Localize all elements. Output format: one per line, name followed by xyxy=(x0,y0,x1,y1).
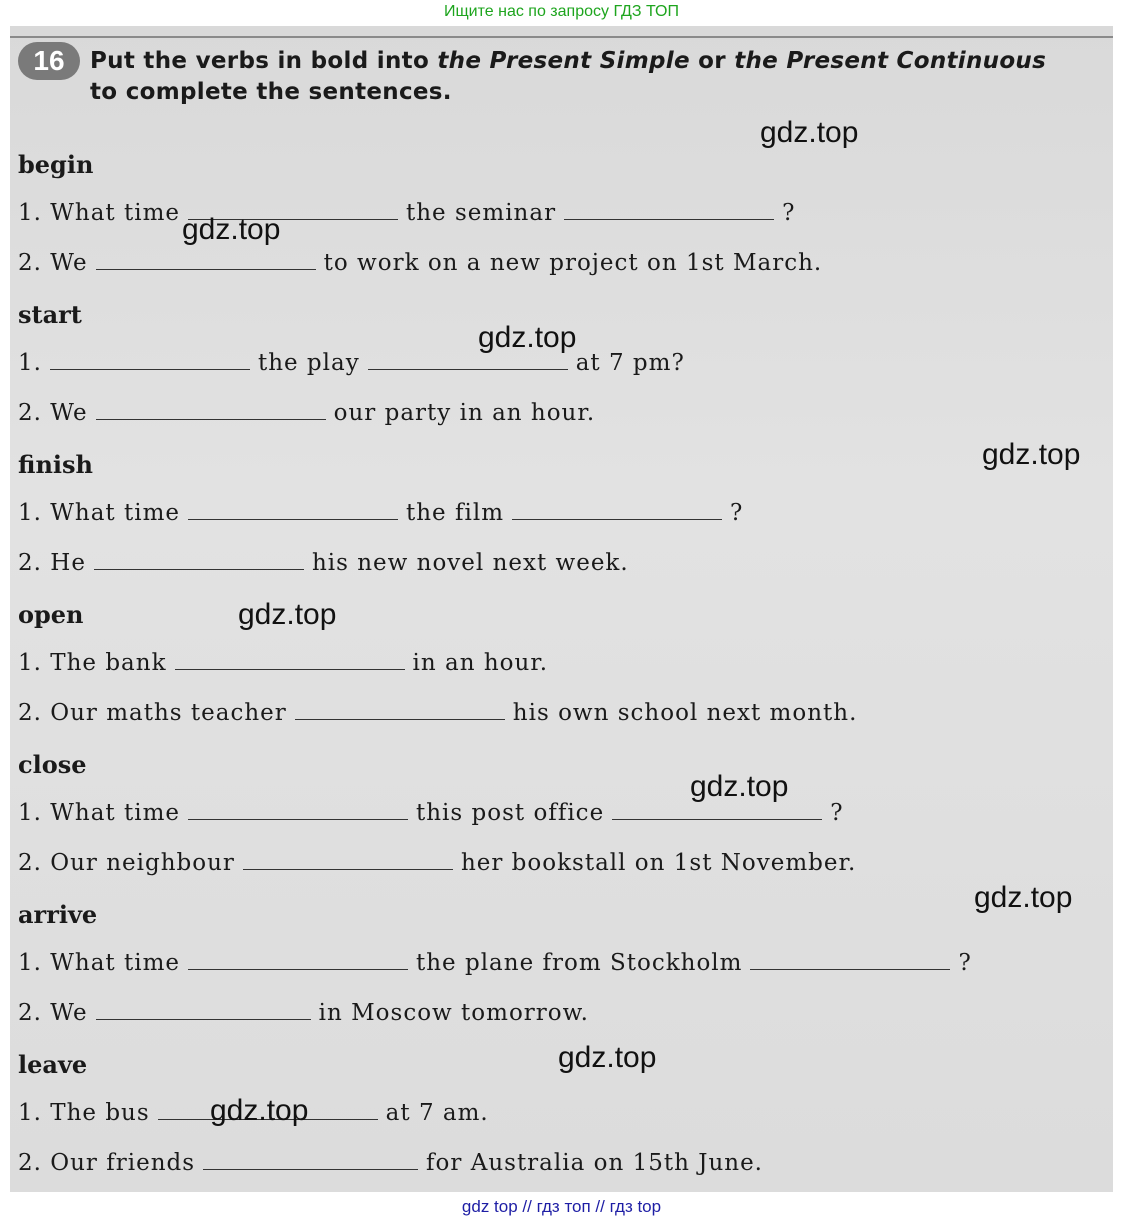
sentence-part: 2. We xyxy=(18,1000,88,1026)
sentence-part: ? xyxy=(958,950,972,976)
answer-blank[interactable] xyxy=(203,1168,418,1170)
watermark: gdz.top xyxy=(210,1094,309,1127)
sentence-part: ? xyxy=(782,200,796,226)
sentence-part: 1. The bank xyxy=(18,650,167,676)
sentence-part: the play xyxy=(257,350,360,376)
sentence-part: the plane from Stockholm xyxy=(416,950,743,976)
sentence xyxy=(18,200,795,226)
verb-heading: finish xyxy=(18,450,93,479)
answer-blank[interactable] xyxy=(96,268,316,270)
verb-heading: start xyxy=(18,300,82,329)
exercise-number-badge: 16 xyxy=(18,42,80,80)
sentence-part: our party in an hour. xyxy=(333,400,596,426)
instruction-tense-2: the Present Continuous xyxy=(734,48,1047,74)
top-rule xyxy=(10,36,1113,38)
sentence-part: 2. He xyxy=(18,550,86,576)
answer-blank[interactable] xyxy=(564,218,774,220)
answer-blank[interactable] xyxy=(96,418,326,420)
sentence-part: 2. We xyxy=(18,400,88,426)
sentence-part: his own school next month. xyxy=(512,700,858,726)
answer-blank[interactable] xyxy=(188,518,398,520)
answer-blank[interactable] xyxy=(50,368,250,370)
sentence xyxy=(18,400,595,426)
sentence xyxy=(18,1000,589,1026)
verb-heading: leave xyxy=(18,1050,88,1079)
sentence-part: 2. We xyxy=(18,250,88,276)
answer-blank[interactable] xyxy=(94,568,304,570)
sentence-part: 1. The bus xyxy=(18,1100,150,1126)
verb-heading: arrive xyxy=(18,900,98,929)
answer-blank[interactable] xyxy=(368,368,568,370)
sentence-part: ? xyxy=(830,800,844,826)
sentence-part: 2. Our friends xyxy=(18,1150,196,1176)
sentence-part: at 7 pm? xyxy=(575,350,685,376)
sentence-part: the film xyxy=(406,500,505,526)
sentence xyxy=(18,850,856,876)
instruction-tense-1: the Present Simple xyxy=(437,48,690,74)
instruction-text: or xyxy=(689,48,735,74)
verb-heading: begin xyxy=(18,150,94,179)
sentence-part: 2. Our maths teacher xyxy=(18,700,287,726)
sentence-part: to work on a new project on 1st March. xyxy=(323,250,823,276)
sentence xyxy=(18,550,629,576)
sentence-part: for Australia on 15th June. xyxy=(426,1150,763,1176)
sentence xyxy=(18,1150,763,1176)
sentence-part: at 7 am. xyxy=(385,1100,489,1126)
answer-blank[interactable] xyxy=(750,968,950,970)
sentence-part: 1. What time xyxy=(18,950,180,976)
watermark: gdz.top xyxy=(690,770,789,803)
watermark: gdz.top xyxy=(478,321,577,354)
watermark: gdz.top xyxy=(982,438,1081,471)
exercise-instruction xyxy=(90,46,1110,108)
sentence-part: 1. xyxy=(18,350,42,376)
sentence xyxy=(18,650,548,676)
watermark: gdz.top xyxy=(760,116,859,149)
answer-blank[interactable] xyxy=(175,668,405,670)
instruction-text: to complete the sentences. xyxy=(90,79,452,105)
answer-blank[interactable] xyxy=(612,818,822,820)
sentence xyxy=(18,950,972,976)
sentence-part: in an hour. xyxy=(412,650,549,676)
sentence xyxy=(18,350,685,376)
answer-blank[interactable] xyxy=(243,868,453,870)
watermark: gdz.top xyxy=(238,598,337,631)
sentence-part: 1. What time xyxy=(18,200,180,226)
sentence-part: 2. Our neighbour xyxy=(18,850,235,876)
sentence xyxy=(18,700,857,726)
answer-blank[interactable] xyxy=(96,1018,311,1020)
sentence-part: 1. What time xyxy=(18,500,180,526)
sentence-part: 1. What time xyxy=(18,800,180,826)
sentence xyxy=(18,500,743,526)
sentence-part: her bookstall on 1st November. xyxy=(460,850,857,876)
sentence xyxy=(18,250,822,276)
sentence-part: his new novel next week. xyxy=(311,550,629,576)
answer-blank[interactable] xyxy=(188,968,408,970)
textbook-page xyxy=(10,26,1113,1192)
answer-blank[interactable] xyxy=(295,718,505,720)
watermark: gdz.top xyxy=(974,881,1073,914)
sentence-part: ? xyxy=(730,500,744,526)
verb-heading: open xyxy=(18,600,84,629)
verb-heading: close xyxy=(18,750,87,779)
answer-blank[interactable] xyxy=(188,818,408,820)
sentence-part: this post office xyxy=(416,800,605,826)
footer-links[interactable]: gdz top // гдз топ // гдз top xyxy=(461,1197,662,1216)
watermark: gdz.top xyxy=(558,1041,657,1074)
instruction-text: Put the verbs in bold into xyxy=(90,48,438,74)
sentence-part: the seminar xyxy=(406,200,557,226)
search-hint-banner[interactable]: Ищите нас по запросу ГДЗ ТОП xyxy=(0,0,1123,24)
watermark: gdz.top xyxy=(182,213,281,246)
answer-blank[interactable] xyxy=(512,518,722,520)
sentence-part: in Moscow tomorrow. xyxy=(318,1000,589,1026)
